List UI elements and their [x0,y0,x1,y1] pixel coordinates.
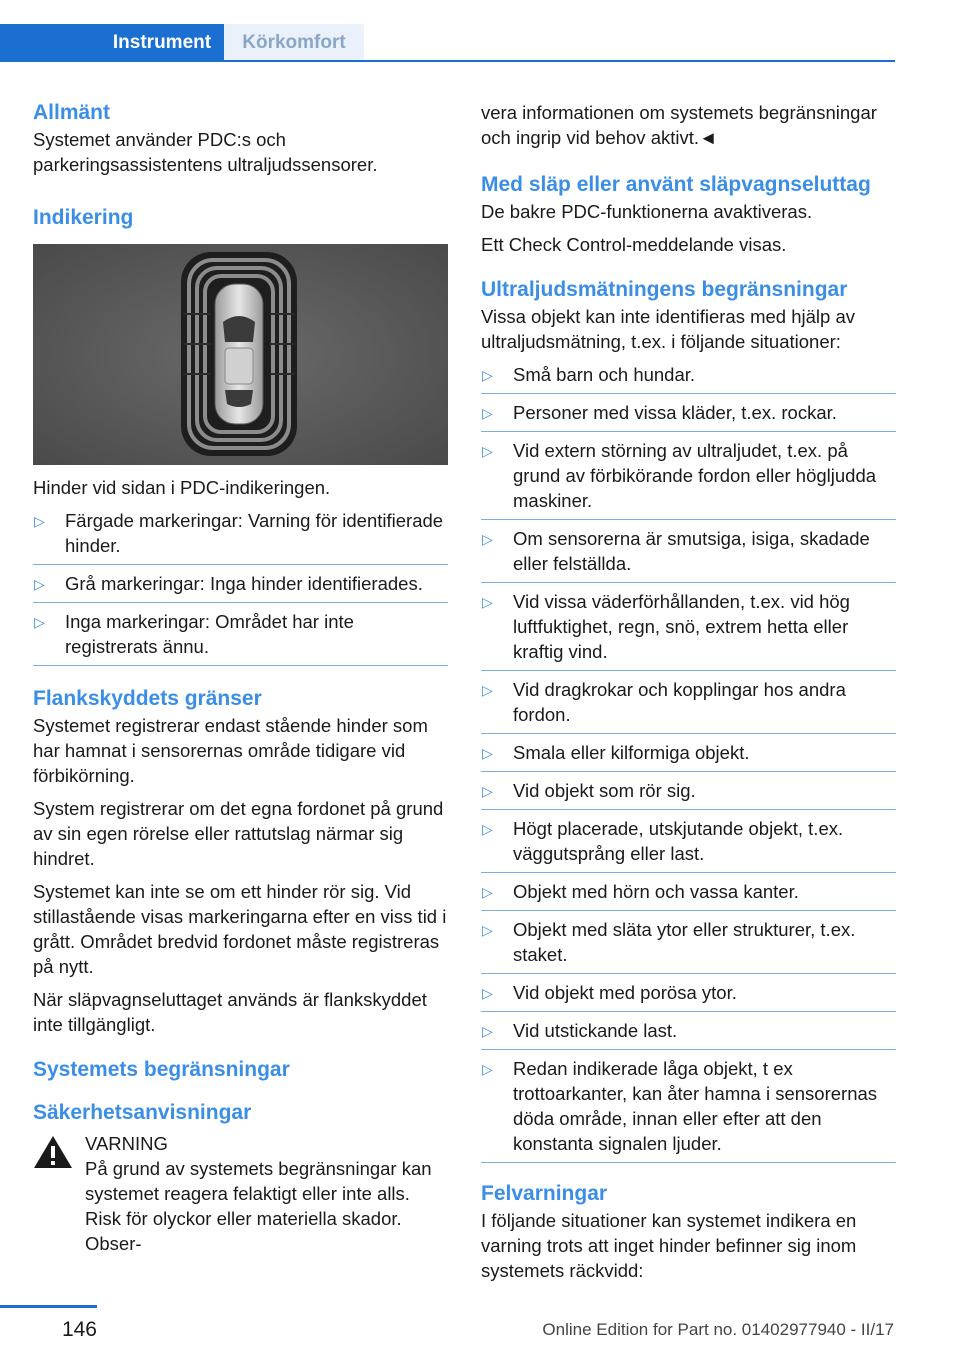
heading-allmant: Allmänt [33,101,111,124]
indicator-bullet-list [33,508,448,666]
bullet-triangle-icon: ▷ [482,783,493,799]
list-item: ▷ Personer med vissa kläder, t.ex. rockar. [481,400,896,432]
list-item: ▷ Objekt med hörn och vassa kanter. [481,879,896,911]
list-item: ▷ Högt placerade, utskjutande objekt, t.ex. väggutsprång eller last. [481,816,896,873]
page-number-bar [0,1305,97,1308]
heading-ultraljud: Ultraljudsmätningens begränsningar [481,278,848,301]
flankskydd-para: Systemet kan inte se om ett hinder rör sig. Vid stillastående visas markeringarna efter en viss tid i grått. Området bredvid fordonet måste registreras på nytt. [33,881,447,977]
tab-bar-spacer [0,24,100,62]
list-item: ▷ Vid utstickande last. [481,1018,896,1050]
felvarningar-text: I följande situationer kan systemet indikera en varning trots att inget hinder befinner sig inom systemets räckvidd: [481,1210,857,1281]
page-number: 146 [61,1318,97,1341]
bullet-triangle-icon: ▷ [482,985,493,1001]
chapter-tab-bar [0,24,895,62]
heading-felvarningar: Felvarningar [481,1182,608,1205]
list-item: ▷ Om sensorerna är smutsiga, isiga, skadade eller felställda. [481,526,896,583]
figure-caption: Hinder vid sidan i PDC-indikeringen. [33,477,331,498]
med-slap-para: De bakre PDC-funktionerna avaktiveras. [481,201,813,222]
list-item: ▷ Redan indikerade låga objekt, t ex trottoarkanter, kan åter hamna i sensorernas döda område, innan eller efter att den konstanta signalen ljuder. [481,1056,896,1163]
list-item: ▷ Smala eller kilformiga objekt. [481,740,896,772]
bullet-triangle-icon: ▷ [482,367,493,383]
bullet-triangle-icon: ▷ [34,614,45,630]
pdc-display-figure [33,244,448,465]
bullet-triangle-icon: ▷ [34,576,45,592]
warning-text: På grund av systemets begränsningar kan systemet reagera felaktigt eller inte alls. Risk för olyckor eller materiella skador. Obser- [85,1158,432,1254]
list-item: ▷ Vid vissa väderförhållanden, t.ex. vid hög luftfuktighet, regn, snö, extrem hetta eller kraftig vind. [481,589,896,671]
warning-triangle-icon [33,1135,73,1169]
list-item: ▷ Vid objekt med porösa ytor. [481,980,896,1012]
ultraljud-intro: Vissa objekt kan inte identifieras med hjälp av ultraljudsmätning, t.ex. i följande situationer: [481,306,855,352]
list-item: ▷ Grå markeringar: Inga hinder identifierades. [33,571,448,603]
med-slap-para: Ett Check Control-meddelande visas. [481,234,787,255]
pdc-display-illustration [33,244,448,465]
list-item: ▷ Vid dragkrokar och kopplingar hos andra fordon. [481,677,896,734]
heading-med-slap: Med släp eller använt släpvagnseluttag [481,173,871,196]
heading-indikering: Indikering [33,206,134,229]
edition-footer: Online Edition for Part no. 01402977940 - II/17 [542,1320,894,1339]
limitations-bullet-list [481,362,896,1163]
allmant-text: Systemet använder PDC:s och parkeringsassistentens ultraljudssensorer. [33,129,378,175]
list-item: ▷ Objekt med släta ytor eller strukturer, t.ex. staket. [481,917,896,974]
bullet-triangle-icon: ▷ [482,531,493,547]
tab-underline [0,60,895,62]
list-item: ▷ Vid extern störning av ultraljudet, t.ex. på grund av förbikörande fordon eller högljudda maskiner. [481,438,896,520]
bullet-triangle-icon: ▷ [482,922,493,938]
tab-korkomfort[interactable]: Körkomfort [224,24,364,62]
bullet-triangle-icon: ▷ [482,821,493,837]
warning-title: VARNING [85,1133,168,1154]
heading-flankskydd: Flankskyddets gränser [33,687,262,710]
flankskydd-para: Systemet registrerar endast stående hinder som har hamnat i sensorernas område tidigare vid förbikörning. [33,715,428,786]
bullet-triangle-icon: ▷ [482,745,493,761]
bullet-triangle-icon: ▷ [482,443,493,459]
bullet-triangle-icon: ▷ [482,405,493,421]
flankskydd-para: System registrerar om det egna fordonet på grund av sin egen rörelse eller rattutslag närmar sig hindret. [33,798,444,869]
bullet-triangle-icon: ▷ [482,1061,493,1077]
bullet-triangle-icon: ▷ [482,1023,493,1039]
flankskydd-para: När släpvagnseluttaget används är flankskyddet inte tillgängligt. [33,989,427,1035]
heading-systemets-begransningar: Systemets begränsningar [33,1058,290,1081]
right-column [481,100,896,1291]
warning-continuation: vera informationen om systemets begränsningar och ingrip vid behov aktivt.◄ [481,102,877,148]
bullet-triangle-icon: ▷ [482,594,493,610]
list-item: ▷ Vid objekt som rör sig. [481,778,896,810]
warning-block [33,1131,448,1256]
list-item: ▷ Färgade markeringar: Varning för identifierade hinder. [33,508,448,565]
left-column [33,100,448,1256]
list-item: ▷ Små barn och hundar. [481,362,896,394]
tab-instrument[interactable]: Instrument [100,24,224,62]
bullet-triangle-icon: ▷ [34,513,45,529]
bullet-triangle-icon: ▷ [482,682,493,698]
bullet-triangle-icon: ▷ [482,884,493,900]
list-item: ▷ Inga markeringar: Området har inte registrerats ännu. [33,609,448,666]
heading-sakerhetsanvisningar: Säkerhetsanvisningar [33,1101,252,1124]
